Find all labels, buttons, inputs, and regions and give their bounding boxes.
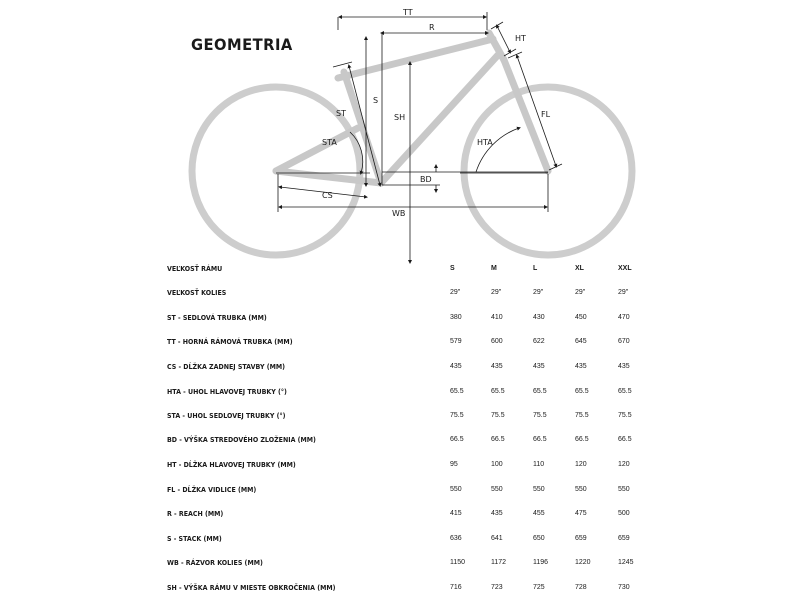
table-cell: 66.5 <box>491 436 505 443</box>
table-cell: 29" <box>533 289 544 296</box>
table-cell: 66.5 <box>450 436 464 443</box>
table-cell: 430 <box>533 314 545 321</box>
table-cell: 500 <box>618 510 630 517</box>
header-label: VEĽKOSŤ RÁMU <box>167 265 223 273</box>
row-label: ST - SEDLOVÁ TRUBKA (MM) <box>167 314 267 322</box>
table-cell: 65.5 <box>450 388 464 395</box>
table-row <box>0 386 800 398</box>
size-header: M <box>491 265 497 272</box>
row-label: VEĽKOSŤ KOLIES <box>167 289 227 297</box>
table-row <box>0 361 800 373</box>
table-row <box>0 557 800 569</box>
table-row <box>0 410 800 422</box>
table-cell: 641 <box>491 535 503 542</box>
table-cell: 75.5 <box>618 412 632 419</box>
table-cell: 435 <box>491 363 503 370</box>
table-cell: 75.5 <box>450 412 464 419</box>
label-hta: HTA <box>477 138 493 147</box>
table-cell: 728 <box>575 584 587 591</box>
table-row <box>0 336 800 348</box>
table-cell: 470 <box>618 314 630 321</box>
table-cell: 1220 <box>575 559 591 566</box>
label-sh: SH <box>394 113 406 122</box>
table-cell: 636 <box>450 535 462 542</box>
table-row <box>0 508 800 520</box>
row-label: FL - DĹŽKA VIDLICE (MM) <box>167 486 257 494</box>
table-row <box>0 533 800 545</box>
label-wb: WB <box>392 209 406 218</box>
table-cell: 455 <box>533 510 545 517</box>
label-cs: CS <box>322 191 333 200</box>
table-cell: 1172 <box>491 559 507 566</box>
table-cell: 435 <box>491 510 503 517</box>
table-cell: 65.5 <box>533 388 547 395</box>
table-cell: 550 <box>533 486 545 493</box>
table-cell: 29" <box>450 289 461 296</box>
table-cell: 29" <box>575 289 586 296</box>
table-cell: 450 <box>575 314 587 321</box>
table-cell: 65.5 <box>491 388 505 395</box>
label-s: S <box>373 96 379 105</box>
row-label: HTA - UHOL HLAVOVEJ TRUBKY (°) <box>167 388 287 396</box>
table-cell: 75.5 <box>575 412 589 419</box>
table-cell: 645 <box>575 338 587 345</box>
table-cell: 659 <box>618 535 630 542</box>
table-row <box>0 582 800 594</box>
table-cell: 110 <box>533 461 545 468</box>
table-cell: 435 <box>450 363 462 370</box>
row-label: HT - DĹŽKA HLAVOVEJ TRUBKY (MM) <box>167 461 296 469</box>
table-cell: 66.5 <box>618 436 632 443</box>
page-title: GEOMETRIA <box>191 35 293 54</box>
table-cell: 435 <box>618 363 630 370</box>
table-cell: 716 <box>450 584 462 591</box>
label-bd: BD <box>420 175 432 184</box>
table-cell: 650 <box>533 535 545 542</box>
table-cell: 66.5 <box>533 436 547 443</box>
table-row <box>0 312 800 324</box>
row-label: STA - UHOL SEDLOVEJ TRUBKY (°) <box>167 412 286 420</box>
table-cell: 550 <box>618 486 630 493</box>
table-cell: 100 <box>491 461 503 468</box>
row-label: WB - RÁZVOR KOLIES (MM) <box>167 559 263 567</box>
row-label: BD - VÝŠKA STREDOVÉHO ZLOŽENIA (MM) <box>167 436 316 444</box>
table-cell: 723 <box>491 584 503 591</box>
table-cell: 65.5 <box>618 388 632 395</box>
table-cell: 550 <box>575 486 587 493</box>
table-cell: 66.5 <box>575 436 589 443</box>
table-row <box>0 459 800 471</box>
table-header-row <box>0 263 800 275</box>
table-cell: 65.5 <box>575 388 589 395</box>
size-header: S <box>450 265 455 272</box>
row-label: S - STACK (MM) <box>167 535 222 543</box>
table-row <box>0 287 800 299</box>
size-header: XXL <box>618 265 632 272</box>
label-r: R <box>429 23 435 32</box>
table-cell: 29" <box>618 289 629 296</box>
table-cell: 29" <box>491 289 502 296</box>
row-label: TT - HORNÁ RÁMOVÁ TRUBKA (MM) <box>167 338 293 346</box>
table-cell: 475 <box>575 510 587 517</box>
row-label: R - REACH (MM) <box>167 510 224 518</box>
label-st: ST <box>336 109 346 118</box>
table-cell: 120 <box>618 461 630 468</box>
table-cell: 730 <box>618 584 630 591</box>
table-cell: 1196 <box>533 559 549 566</box>
row-label: SH - VÝŠKA RÁMU V MIESTE OBKROČENIA (MM) <box>167 584 336 592</box>
row-label: CS - DĹŽKA ZADNEJ STAVBY (MM) <box>167 363 286 371</box>
table-cell: 435 <box>533 363 545 370</box>
table-cell: 670 <box>618 338 630 345</box>
table-cell: 435 <box>575 363 587 370</box>
label-ht: HT <box>515 34 526 43</box>
label-sta: STA <box>322 138 337 147</box>
table-cell: 410 <box>491 314 503 321</box>
table-cell: 579 <box>450 338 462 345</box>
table-cell: 600 <box>491 338 503 345</box>
table-cell: 380 <box>450 314 462 321</box>
size-header: XL <box>575 265 584 272</box>
label-tt: TT <box>403 8 413 17</box>
table-cell: 659 <box>575 535 587 542</box>
table-cell: 550 <box>491 486 503 493</box>
table-cell: 725 <box>533 584 545 591</box>
table-cell: 415 <box>450 510 462 517</box>
table-cell: 622 <box>533 338 545 345</box>
table-cell: 1150 <box>450 559 466 566</box>
table-cell: 120 <box>575 461 587 468</box>
table-row <box>0 484 800 496</box>
table-row <box>0 434 800 446</box>
size-header: L <box>533 265 538 272</box>
table-cell: 95 <box>450 461 458 468</box>
table-cell: 550 <box>450 486 462 493</box>
table-cell: 75.5 <box>533 412 547 419</box>
table-cell: 75.5 <box>491 412 505 419</box>
table-cell: 1245 <box>618 559 634 566</box>
label-fl: FL <box>541 110 551 119</box>
